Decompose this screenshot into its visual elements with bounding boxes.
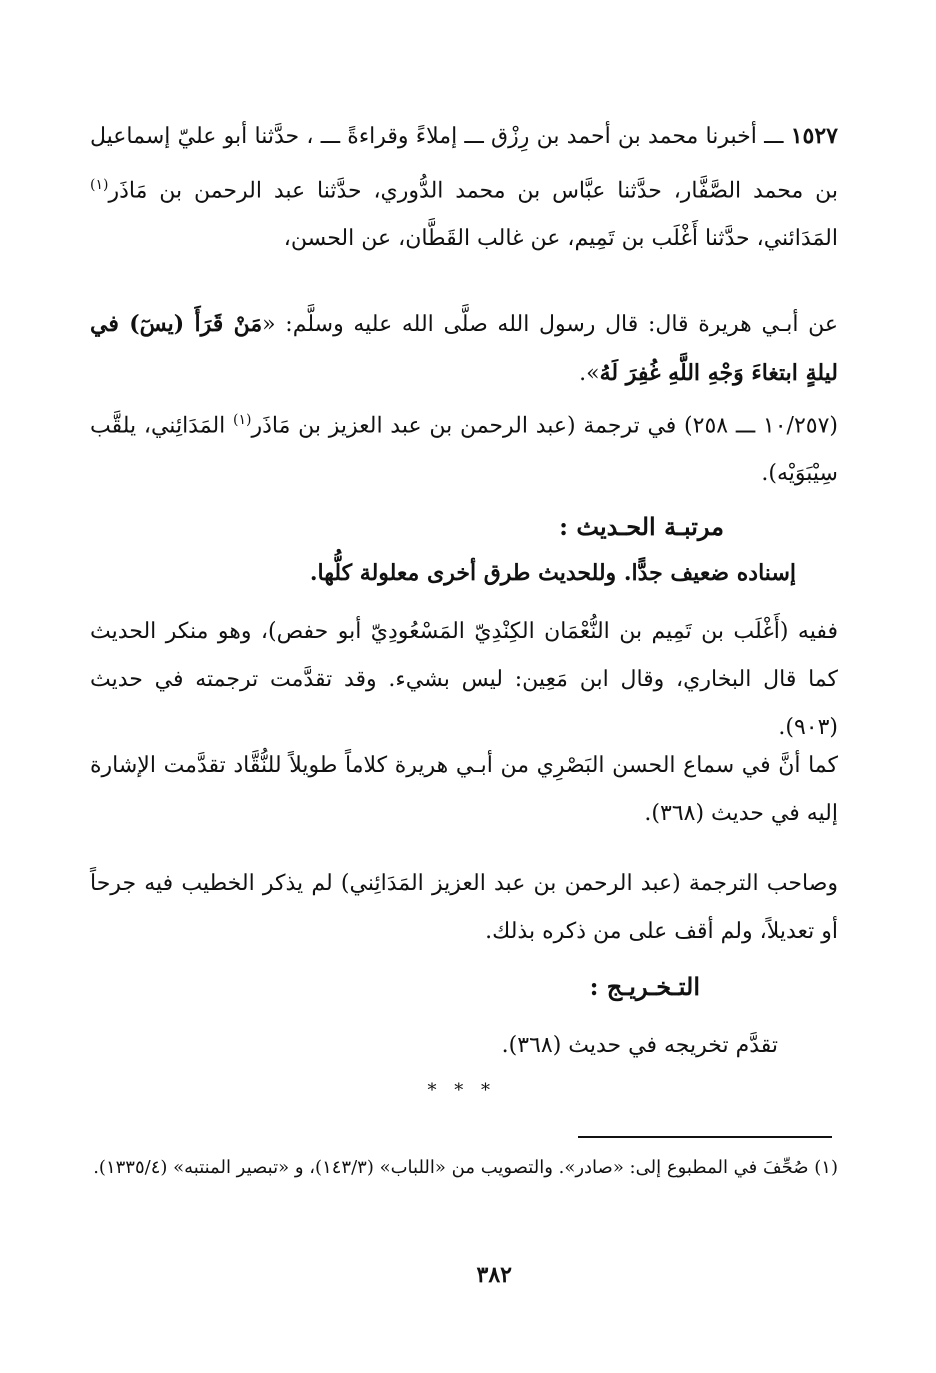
grading-paragraph: كما أنَّ في سماع الحسن البَصْرِي من أبـي هريرة كلاماً طويلاً للنُّقَّاد تقدَّمت الإشارة إليه في حديث (٣٦٨).: [90, 753, 838, 826]
isnad-continuation: المَدَائني، حدَّثنا أَغْلَب بن تَمِيم، عن غالب القَطَّان، عن الحسن،: [283, 226, 838, 252]
grading-heading: مرتبـة الحـديث :: [559, 512, 724, 541]
section-separator: * * *: [427, 1080, 496, 1101]
hadith-number: ١٥٢٧: [790, 123, 838, 149]
page-number: ٣٨٢: [476, 1262, 512, 1288]
footnote: (١) صُحِّفَ في المطبوع إلى: «صادر». والتصويب من «اللباب» (١٤٣/٣)، و «تبصير المنتبه» (١٣٣٥/٤).: [93, 1157, 838, 1178]
matn-text: مَنْ قَرَأَ (يسٓ) في ليلةٍ ابتغاءَ وَجْهِ اللَّهِ غُفِرَ لَهُ: [90, 311, 838, 386]
footnote-divider: [578, 1136, 832, 1138]
takhrij-text: تقدَّم تخريجه في حديث (٣٦٨).: [501, 1033, 778, 1058]
hadith-reference: [90, 396, 838, 498]
footnote-marker[interactable]: (١): [233, 412, 252, 428]
grading-paragraph: ففيه (أَغْلَب بن تَمِيم بن النُّعْمَان الكِنْدِيّ المَسْعُودِيّ أبو حفص)، وهو منكر الحديث كما قال البخاري، وقال ابن مَعِين: ليس بشيء. وقد تقدَّمت ترجمته في حديث (٩٠٣).: [90, 619, 838, 740]
hadith-matn: [90, 300, 838, 398]
hadith-isnad: [90, 112, 838, 263]
reference-continuation: المَدَائِني، يلقَّب سِيْبَوَيْه).: [90, 413, 838, 487]
isnad-text: ـــ أخبرنا محمد بن أحمد بن رِزْق ـــ إملاءً وقراءةً ـــ ، حدَّثنا أبو عليّ إسماعيل بن محمد الصَّفَّار، حدَّثنا عبَّاس بن محمد الدُّوري، حدَّثنا عبد الرحمن بن مَاذَر: [90, 124, 838, 204]
grading-verdict: إسناده ضعيف جدًّا. وللحديث طرق أخرى معلولة كلُّها.: [309, 560, 796, 586]
grading-paragraph: وصاحب الترجمة (عبد الرحمن بن عبد العزيز المَدَائِني) لم يذكر الخطيب فيه جرحاً أو تعديلاً، ولم أقف على من ذكره بذلك.: [90, 871, 838, 944]
matn-intro: عن أبـي هريرة قال: قال رسول الله صلَّى الله عليه وسلَّم: «: [262, 312, 839, 337]
takhrij-heading: التـخـريـج :: [589, 972, 700, 1001]
reference-text: (١٠/٢٥٧ ـــ ٢٥٨) في ترجمة (عبد الرحمن بن عبد العزيز بن مَاذَر: [251, 413, 838, 439]
footnote-marker[interactable]: (١): [90, 177, 109, 193]
matn-close: ».: [579, 361, 600, 386]
